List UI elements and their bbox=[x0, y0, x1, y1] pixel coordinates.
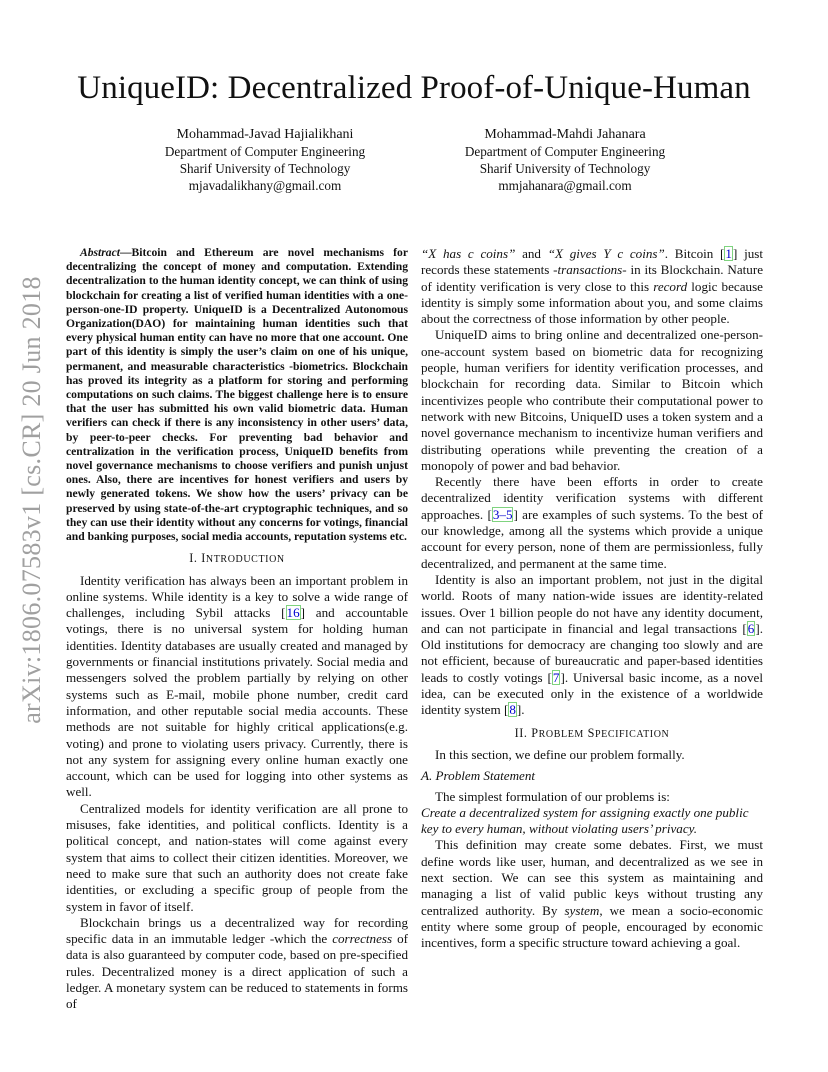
abstract-label: Abstract bbox=[80, 246, 120, 259]
paragraph: In this section, we define our problem formally. bbox=[435, 746, 685, 762]
author-name: Mohammad-Mahdi Jahanara bbox=[484, 127, 646, 142]
section-heading-introduction: I. INTRODUCTION bbox=[189, 551, 285, 566]
citation-link[interactable]: 1 bbox=[725, 246, 732, 261]
author-university: Sharif University of Technology bbox=[179, 161, 351, 176]
paragraph: Centralized models for identity verification are all prone to misuses, fake identities, and political conflicts. Identity is a political concept, and nation-states will come against every system that aims to collect their citizen identities. Moreover, we need to make sure that such an authority does not create fake identities, or excluding a specific group of people from the system in favor of itself. bbox=[66, 800, 408, 914]
abstract-text: —Bitcoin and Ethereum are novel mechanisms for decentralizing the concept of money and computation. Extending decentralization to the human identity concept, we can think of using blockchain for creating a list of verified human identities with a one-person-one-ID property. UniqueID is a Decentralized Autonomous Organization(DAO) for maintaining human identities such that every physical human entity can have no more that one account. One part of this identity is simply the user’s claim on one of his unique, permanent, and measurable characteristics -biometrics. Blockchain has proved its integrity as a platform for storing and performing computations on such claims. The biggest challenge here is to ensure that the user has submitted his own valid biometric data. Human verifiers can check if there is any inconsistency in other users’ data, by peer-to-peer checks. For preventing bad behavior and centralization in the verification process, UniqueID benefits from novel governance mechanisms to choose verifiers and punish unjust ones. Also, there are incentives for honest verifiers and users by newly generated tokens. We show how the users’ privacy can be preserved by using state-of-the-art cryptographic techniques, and so they can use their identity without any concerns for votings, financial and banking purposes, social media accounts, reputation systems etc. bbox=[66, 246, 408, 544]
paragraph: Blockchain brings us a decentralized way for recording specific data in an immutable ledger -which the correctness of data is also guaranteed by computer code, based on pre-specified rules. Decentralized money is a direct application of such a ledger. A monetary system can be reduced to statements in forms of bbox=[66, 914, 408, 1012]
left-column bbox=[66, 246, 408, 1013]
paper-title: UniqueID: Decentralized Proof-of-Unique-Human bbox=[77, 70, 751, 106]
author-block-1 bbox=[115, 126, 415, 194]
citation-link[interactable]: 16 bbox=[286, 605, 300, 621]
paragraph: The simplest formulation of our problems is: bbox=[435, 788, 670, 804]
arxiv-stamp bbox=[14, 260, 50, 740]
author-name: Mohammad-Javad Hajialikhani bbox=[176, 127, 354, 142]
paragraph: UniqueID aims to bring online and decentralized one-person-one-account system based on biometric data for recognizing people, human verifiers for identity verification processes, and blockchain for recording data. Similar to Bitcoin which incentivizes people who contribute their computational power to network with new Bitcoins, UniqueID uses a token system and a novel governance mechanism to incentivize human verifiers and distributing operations while preventing the creation of a monopoly of power and bad behavior. bbox=[421, 327, 763, 473]
paragraph: Identity verification has always been an important problem in online systems. While identity is a key to solve a wide range of challenges, including Sybil attacks [16] and accountable votings, there is no universal system for holding human identities. Identity databases are usually created and managed by governments or financial institutions privately. Social media and messengers solved the problem partially by relying on other systems such as E-mail, mobile phone number, credit card information, and other reputable social media accounts. These methods are not suitable for highly critical applications(e.g. voting) and prone to violating users privacy. Currently, there is not any system for assigning every online human exactly one account, which can be used for logging into other systems as well. bbox=[66, 572, 408, 800]
section-heading-problem-specification: II. PROBLEM SPECIFICATION bbox=[514, 725, 670, 740]
author-block-2 bbox=[415, 126, 715, 194]
arxiv-id: arXiv:1806.07583v1 [cs.CR] 20 Jun 2018 bbox=[17, 276, 46, 724]
author-university: Sharif University of Technology bbox=[479, 161, 651, 176]
subsection-heading: A. Problem Statement bbox=[421, 768, 536, 784]
paragraph: Identity is also an important problem, not just in the digital world. Roots of many nation-wide issues are identity-related issues. Over 1 billion people do not have any identity document, and can not participate in financial and legal transactions [6]. Old institutions for democracy are changing too slowly and are not efficient, because of bureaucratic and paper-based identities leads to costly votings [7]. Universal basic income, as a novel idea, can be executed only in the existence of a worldwide identity system [8]. bbox=[421, 571, 763, 718]
author-department: Department of Computer Engineering bbox=[164, 144, 366, 159]
author-department: Department of Computer Engineering bbox=[464, 144, 666, 159]
citation-link[interactable]: 8 bbox=[509, 702, 516, 718]
author-email: mjavadalikhany@gmail.com bbox=[188, 178, 342, 193]
right-column bbox=[421, 246, 763, 951]
citation-link[interactable]: 3–5 bbox=[492, 506, 513, 522]
abstract bbox=[66, 246, 408, 544]
citation-link[interactable]: 6 bbox=[747, 620, 755, 636]
paragraph: This definition may create some debates. First, we must define words like user, human, and decentralized as we see in next section. We can see this system as maintaining and managing a list of valid public keys without trusting any centralized authority. By system, we mean a socio-economic entity where some group of people, encouraged by economic incentives, form a specific structure toward achieving a goal. bbox=[421, 837, 763, 951]
paragraph-continued: “X has c coins” and “X gives Y c coins”. Bitcoin [1] just records these statements -transactions- in its Blockchain. Nature of identity verification is very close to this record logic because identity is simply some information about you, and some claims about the correctness of those information by other people. bbox=[421, 246, 763, 327]
paragraph: Recently there have been efforts in order to create decentralized identity verification systems with different approaches. [3–5] are examples of such systems. To the best of our knowledge, among all the systems which provide a unique account for every person, none of them are permissionless, fully decentralized, and permanent at the same time. bbox=[421, 474, 764, 571]
author-email: mmjahanara@gmail.com bbox=[498, 178, 632, 193]
citation-link[interactable]: 7 bbox=[552, 669, 560, 685]
problem-statement: Create a decentralized system for assigning exactly one public key to every human, without violating users’ privacy. bbox=[421, 804, 749, 837]
